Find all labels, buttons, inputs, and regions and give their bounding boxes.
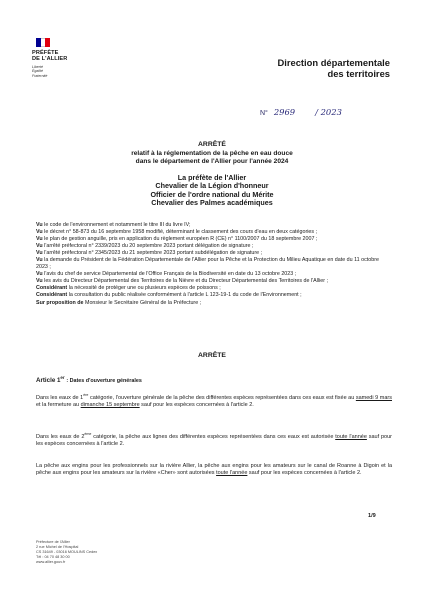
arrete-decision-heading: ARRÊTE: [198, 352, 226, 359]
prefete-title-3: Chevalier des Palmes académiques: [151, 198, 273, 208]
p3-all-year: toute l'année: [216, 470, 248, 477]
ref-year: / 2023: [315, 107, 342, 117]
visa-lead: Considérant: [36, 292, 68, 299]
article-1-title: [36, 375, 142, 384]
footer-line: Préfecture de l'Allier: [36, 540, 70, 544]
visa-lead: Vu: [36, 236, 43, 243]
p1-text-d: sauf pour les espèces concernées à l'article 2.: [139, 401, 254, 408]
paragraph-second-category: [36, 431, 392, 448]
arrete-reference-number: [260, 107, 400, 117]
p2-text-c: sauf pour les espèces concernées à l'article 2.: [36, 433, 392, 447]
visa-lead: Vu: [36, 271, 43, 278]
prefecture-address-footer: [36, 540, 97, 565]
footer-line: 2 rue Michel de l'Hospital: [36, 545, 79, 550]
footer-website: www.allier.gouv.fr: [36, 560, 66, 565]
ref-prefix: N°: [260, 110, 268, 117]
visa-lead: Sur proposition de: [36, 299, 84, 306]
p1-opening-date: samedi 9 mars: [355, 394, 392, 401]
visa-text: Monsieur le Secrétaire Général de la Préfecture ;: [85, 299, 202, 306]
visa-lead: Vu: [36, 257, 43, 264]
p1-text-b: catégorie, l'ouverture générale de la pêche des différentes espèces représentées dans ces eaux est fixée au: [88, 394, 356, 401]
visa-text: le plan de gestion anguille, pris en application du règlement européen R (CE) n° 1100/2007 du 18 septembre 2007 ;: [44, 236, 318, 243]
prefete-title-2: Officier de l'ordre national du Mérite: [150, 189, 274, 199]
article-title-text: : Dates d'ouverture générales: [66, 378, 142, 385]
visa-text: la consultation du public réalisée conformément à l'article L 123-19-1 du code de l'Environnement ;: [68, 292, 302, 299]
visa-lead: Vu: [36, 229, 43, 236]
visa-text: l'avis du chef de service Départemental de l'Office Français de la Biodiversité en date du 13 octobre 2023 ;: [44, 271, 297, 278]
visa-text: le décret n° 58-873 du 16 septembre 1958 modifié, déterminant le classement des cours d'eau en deux catégories ;: [44, 229, 318, 236]
visa-item: [36, 285, 392, 292]
motto-fraternite: Fraternité: [32, 73, 48, 78]
direction-heading: [200, 57, 390, 80]
direction-line-2: des territoires: [327, 68, 390, 80]
p1-closing-date: dimanche 15 septembre: [80, 401, 140, 408]
marianne-flag-icon: [36, 38, 50, 47]
arrete-subject: [0, 150, 424, 166]
visa-text: la nécessité de protéger une ou plusieurs espèces de poissons ;: [68, 285, 221, 292]
logo-line-2: DE L'ALLIER: [32, 56, 68, 63]
paragraph-first-category: [36, 392, 392, 409]
visas-list: [36, 222, 392, 307]
visa-text: la demande du Président de la Fédération Départementale de l'Allier pour la Pêche et la Protection du Milieu Aquatique en date du 11 octobre 2023 ;: [36, 257, 379, 271]
visa-lead: Vu: [36, 222, 43, 228]
visa-item: [36, 236, 392, 243]
visa-item: [36, 243, 392, 250]
footer-line: CS 31649 - 03016 MOULINS Cedex: [36, 550, 98, 555]
p1-text-c: et la fermeture au: [36, 401, 81, 408]
prefete-titles: [0, 174, 424, 208]
arrete-subject-line-2: dans le département de l'Allier pour l'année 2024: [135, 158, 289, 166]
p3-text-a: La pêche aux engins pour les professionnels sur la rivière Allier, la pêche aux engins pour les amateurs sur le canal de Roanne à Digoin et la pêche aux engins pour les amateurs sur la rivière «Cher» sont autorisées: [36, 463, 392, 477]
prefecture-logo: [32, 38, 92, 78]
visa-item: [36, 222, 392, 229]
direction-line-1: Direction départementale: [277, 57, 390, 68]
visa-text: l'arrêté préfectoral n° 2339/2023 du 20 septembre 2023 portant délégation de signature ;: [44, 243, 254, 250]
p3-text-b: sauf pour les espèces concernées à l'article 2.: [247, 470, 362, 477]
ref-number: 2969: [273, 107, 296, 117]
footer-line: Tél : 04 70 48 30 00: [36, 555, 70, 560]
visa-lead: Considérant: [36, 285, 68, 292]
arrete-heading: ARRÊTÉ: [198, 141, 226, 148]
p2-all-year: toute l'année: [335, 433, 367, 440]
visa-lead: Vu: [36, 278, 43, 285]
visa-lead: Vu: [36, 243, 43, 250]
prefete-name: La préfète de l'Allier: [177, 173, 247, 182]
visa-text: les avis du Directeur Départemental des Territoires de la Nièvre et du Directeur Départemental des Territoires de l'Allier ;: [44, 278, 329, 285]
p1-sup: ère: [83, 393, 89, 397]
visa-item: [36, 300, 392, 307]
p2-text-a: Dans les eaux de 2: [36, 433, 85, 440]
visa-item: [36, 271, 392, 278]
paragraph-engins: [36, 463, 392, 477]
arrete-subject-line-1: relatif à la réglementation de la pêche en eau douce: [131, 150, 293, 157]
p2-sup: ème: [84, 432, 92, 436]
p1-text-a: Dans les eaux de 1: [36, 394, 84, 401]
motto-liberte: Liberté: [32, 64, 43, 69]
page-number: 1/9: [368, 513, 376, 519]
visa-item: [36, 229, 392, 236]
prefete-title-1: Chevalier de la Légion d'honneur: [155, 181, 269, 191]
p2-text-b: catégorie, la pêche aux lignes des différentes espèces représentées dans ces eaux est autorisée: [91, 433, 336, 440]
visa-item: [36, 257, 392, 271]
article-sup: er: [60, 375, 65, 380]
republic-motto: [32, 65, 92, 78]
article-label: Article 1: [36, 377, 61, 385]
visa-item: [36, 278, 392, 285]
visa-text: l'arrêté préfectoral n° 2345/2023 du 21 septembre 2023 portant subdélégation de signature ;: [44, 250, 263, 257]
visa-text: le code de l'environnement et notamment le titre III du livre IV;: [44, 222, 191, 228]
visa-item: [36, 250, 392, 257]
visa-item: [36, 292, 392, 299]
motto-egalite: Égalité: [32, 69, 43, 74]
visa-lead: Vu: [36, 250, 43, 257]
flag-red-band: [45, 38, 50, 47]
logo-line-1: PRÉFÈTE: [32, 50, 59, 56]
